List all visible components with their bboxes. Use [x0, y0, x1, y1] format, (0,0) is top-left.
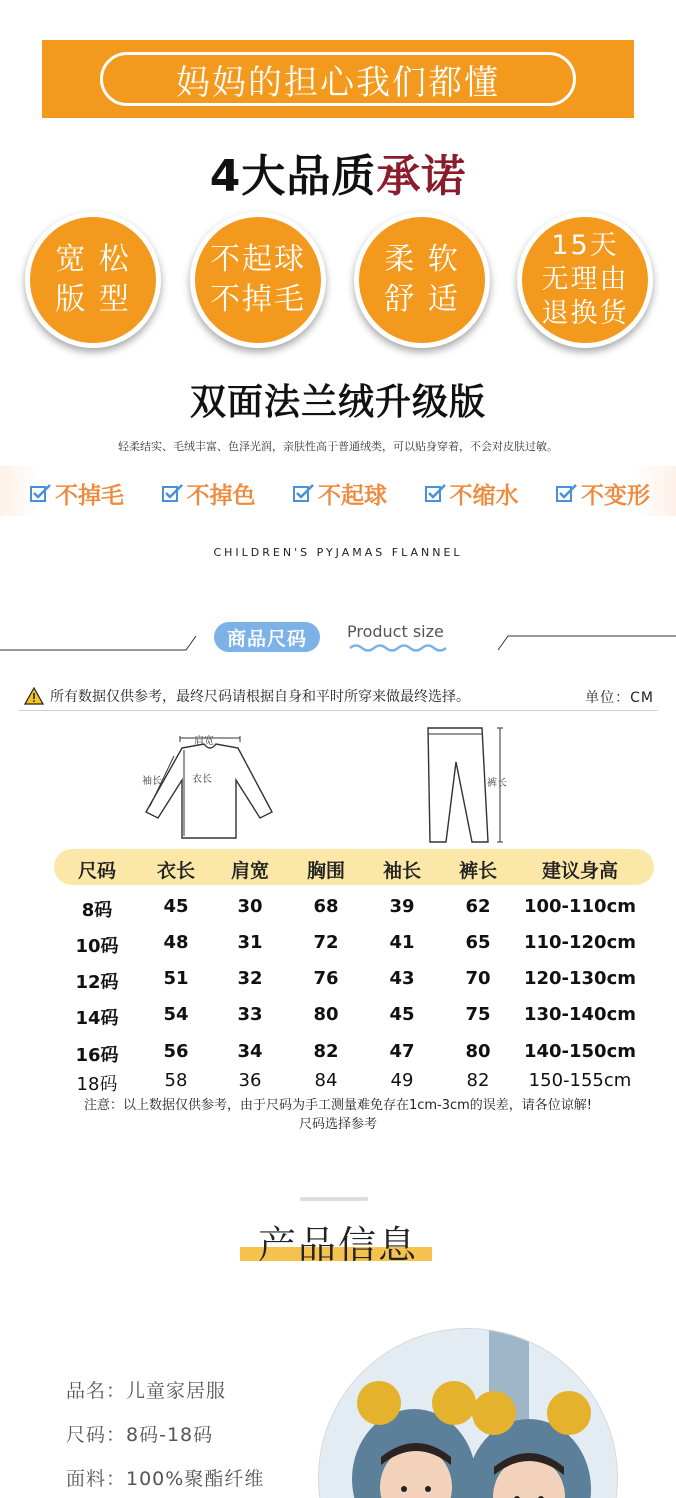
cell: 150-155cm: [528, 1070, 632, 1091]
cell: 70: [465, 968, 491, 989]
product-photo: [318, 1328, 618, 1498]
notice-text: 所有数据仅供参考，最终尺码请根据自身和平时所穿来做最终选择。: [50, 689, 470, 705]
cell: 43: [389, 968, 415, 989]
cell: 80: [313, 1004, 339, 1025]
cell: 140-150cm: [523, 1041, 637, 1062]
col-size: 尺码: [77, 860, 116, 882]
headline-main: 4大品质: [209, 151, 377, 202]
english-tagline: CHILDREN'S PYJAMAS FLANNEL: [213, 546, 463, 559]
info-name: 品名：儿童家居服: [66, 1380, 227, 1402]
feature-label: 不缩水: [449, 482, 519, 509]
cell: 32: [237, 968, 263, 989]
cell: 51: [163, 968, 189, 989]
cell: 68: [313, 896, 339, 917]
cell: 75: [465, 1004, 491, 1025]
info-size: 尺码：8码-18码: [66, 1424, 214, 1446]
feature-item: [162, 476, 256, 510]
cell: 80: [465, 1041, 491, 1062]
section-divider: [300, 1197, 368, 1201]
col-length: 衣长: [156, 860, 195, 882]
cell: 34: [237, 1041, 263, 1062]
banner-text: 妈妈的担心我们都懂: [100, 52, 576, 106]
headline-accent: 承诺: [376, 151, 467, 202]
info-fabric: 面料：100%聚酯纤维: [66, 1468, 265, 1490]
cell: 12码: [75, 972, 119, 993]
feature-label: 不变形: [581, 482, 650, 509]
diagram-label-shoulder: 肩宽: [194, 736, 214, 747]
divider: [18, 710, 658, 711]
cell: 47: [389, 1041, 415, 1062]
size-notice: [24, 684, 654, 708]
cell: 18码: [76, 1074, 118, 1095]
diagram-label-pants: 裤长: [487, 778, 507, 789]
feature-item: [425, 476, 519, 510]
product-info-list: [66, 1376, 346, 1498]
top-banner: [42, 40, 634, 118]
product-info-title-text: 产品信息: [257, 1223, 418, 1267]
cell: 49: [390, 1070, 414, 1091]
promise-soft: 柔 软 舒 适: [354, 212, 490, 348]
col-pants: 裤长: [458, 860, 497, 882]
note-line-1: 注意：以上数据仅供参考，由于尺码为手工测量难免存在1cm-3cm的误差，请各位谅解!: [83, 1098, 593, 1113]
garment-diagrams: [0, 722, 676, 852]
size-section-label-en: Product size: [347, 622, 444, 641]
cell: 10码: [75, 936, 119, 957]
feature-list: [30, 476, 650, 510]
cell: 31: [237, 932, 263, 953]
checkbox-icon: [162, 483, 184, 503]
diagram-label-length: 衣长: [192, 774, 212, 785]
feature-item: [556, 476, 650, 510]
cell: 8码: [81, 900, 113, 921]
product-info-title: [0, 1214, 676, 1269]
cell: 62: [465, 896, 491, 917]
table-row: [54, 1041, 654, 1071]
cell: 48: [163, 932, 189, 953]
col-shoulder: 肩宽: [230, 860, 269, 882]
col-chest: 胸围: [306, 860, 345, 882]
cell: 45: [389, 1004, 415, 1025]
cell: 100-110cm: [523, 896, 637, 917]
cell: 76: [313, 968, 339, 989]
table-row: [54, 968, 654, 998]
warning-icon: [24, 687, 44, 705]
cell: 110-120cm: [523, 932, 637, 953]
quality-headline: [0, 140, 676, 204]
promise-no-pilling: 不起球 不掉毛: [190, 212, 326, 348]
cell: 82: [313, 1041, 339, 1062]
table-row: [54, 932, 654, 962]
cell: 54: [163, 1004, 189, 1025]
checkbox-icon: [293, 483, 315, 503]
diagram-label-sleeve: 袖长: [142, 776, 162, 787]
cell: 16码: [75, 1045, 119, 1066]
cell: 45: [163, 896, 189, 917]
note-line-2: 尺码选择参考: [298, 1117, 377, 1132]
cell: 82: [466, 1070, 490, 1091]
feature-label: 不起球: [318, 482, 387, 509]
cell: 72: [313, 932, 339, 953]
feature-label: 不掉色: [186, 482, 256, 509]
col-height: 建议身高: [541, 860, 618, 882]
flannel-description: 轻柔结实、毛绒丰富、色泽光润，亲肤性高于普通绒类，可以贴身穿着，不会对皮肤过敏。: [118, 440, 558, 453]
promise-loose-fit: 宽 松 版 型: [25, 212, 161, 348]
cell: 39: [389, 896, 415, 917]
flannel-title: 双面法兰绒升级版: [189, 382, 486, 423]
size-section-header: [0, 616, 676, 656]
cell: 120-130cm: [523, 968, 637, 989]
feature-label: 不掉毛: [55, 482, 124, 509]
header-divider-lines: [0, 616, 676, 656]
cell: 30: [237, 896, 263, 917]
size-table-header: [54, 849, 654, 885]
cell: 65: [465, 932, 491, 953]
cell: 84: [314, 1070, 338, 1091]
checkbox-icon: [425, 483, 447, 503]
size-table-note: [0, 1096, 676, 1134]
table-row: [54, 1004, 654, 1034]
feature-item: [30, 476, 124, 510]
cell: 33: [237, 1004, 263, 1025]
cell: 56: [163, 1041, 189, 1062]
unit-label: 单位：CM: [585, 690, 654, 706]
col-sleeve: 袖长: [382, 860, 421, 882]
cell: 14码: [75, 1008, 119, 1029]
table-row: [54, 896, 654, 926]
checkbox-icon: [556, 483, 578, 503]
cell: 58: [164, 1070, 188, 1091]
checkbox-icon: [30, 483, 52, 503]
feature-item: [293, 476, 387, 510]
cell: 130-140cm: [523, 1004, 637, 1025]
kids-in-pajamas-image: [319, 1329, 618, 1498]
size-section-label: 商品尺码: [214, 622, 320, 652]
promise-return: 15天 无理由 退换货: [517, 212, 653, 348]
cell: 41: [389, 932, 415, 953]
promise-circles: [0, 212, 676, 352]
cell: 36: [238, 1070, 262, 1091]
